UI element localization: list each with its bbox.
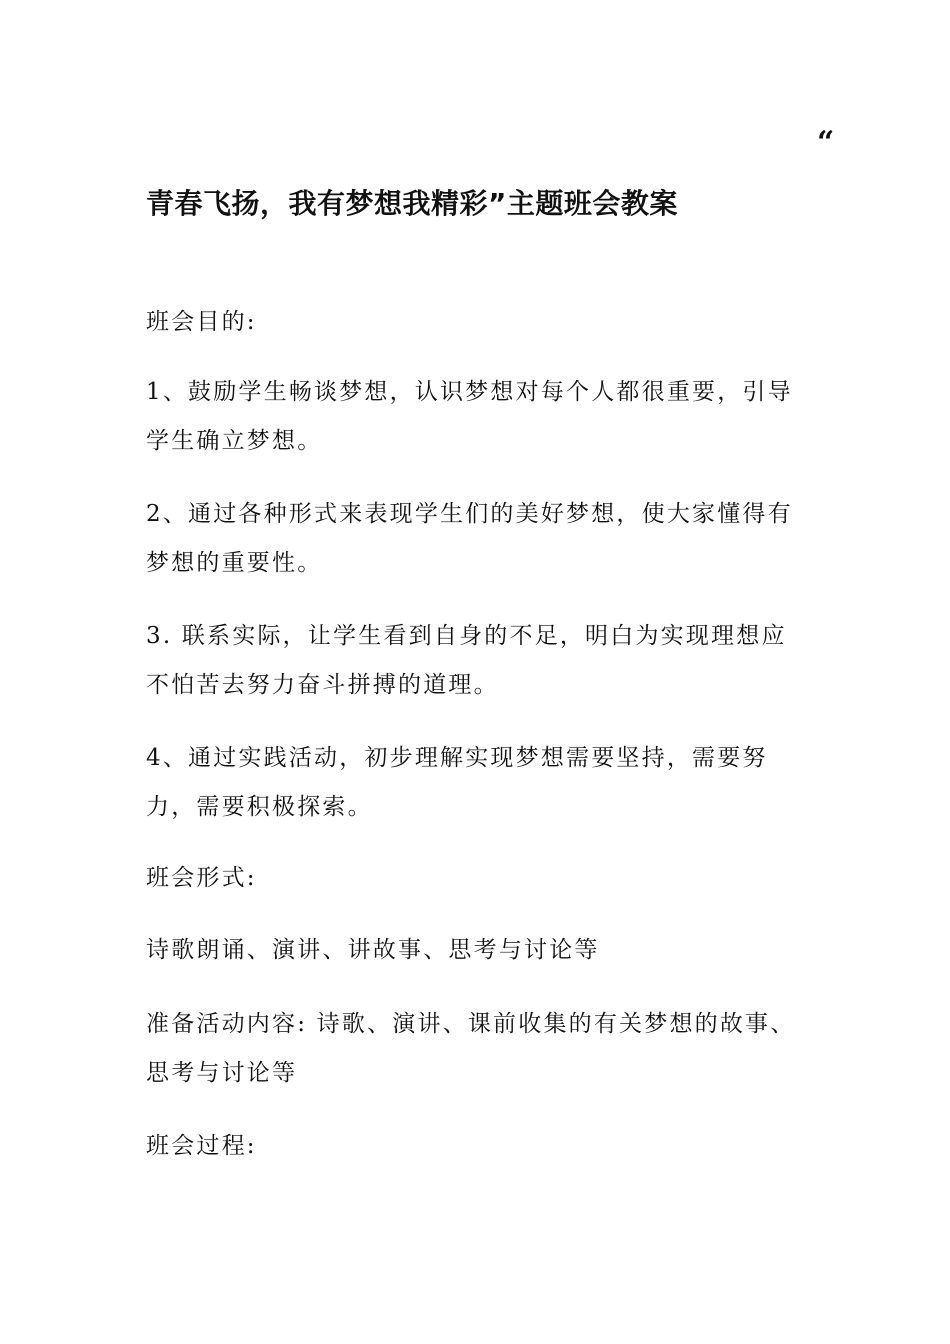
purpose-item-3: 3. 联系实际，让学生看到自身的不足，明白为实现理想应不怕苦去努力奋斗拼搏的道理。 [146,623,787,698]
format-content: 诗歌朗诵、演讲、讲故事、思考与讨论等 [146,937,600,963]
preparation-content: 准备活动内容: 诗歌、演讲、课前收集的有关梦想的故事、思考与讨论等 [146,1011,796,1086]
opening-quote-mark: “ [817,125,835,160]
section-heading-format: 班会形式: [146,865,257,891]
document-title: 青春飞扬，我有梦想我精彩”主题班会教案 [146,187,678,220]
section-heading-process: 班会过程: [146,1133,257,1159]
purpose-item-1: 1、鼓励学生畅谈梦想，认识梦想对每个人都很重要，引导学生确立梦想。 [146,379,793,454]
purpose-item-4: 4、通过实践活动，初步理解实现梦想需要坚持，需要努力，需要积极探索。 [146,745,768,820]
purpose-item-2: 2、通过各种形式来表现学生们的美好梦想，使大家懂得有梦想的重要性。 [146,501,793,576]
section-heading-purpose: 班会目的: [146,309,257,335]
